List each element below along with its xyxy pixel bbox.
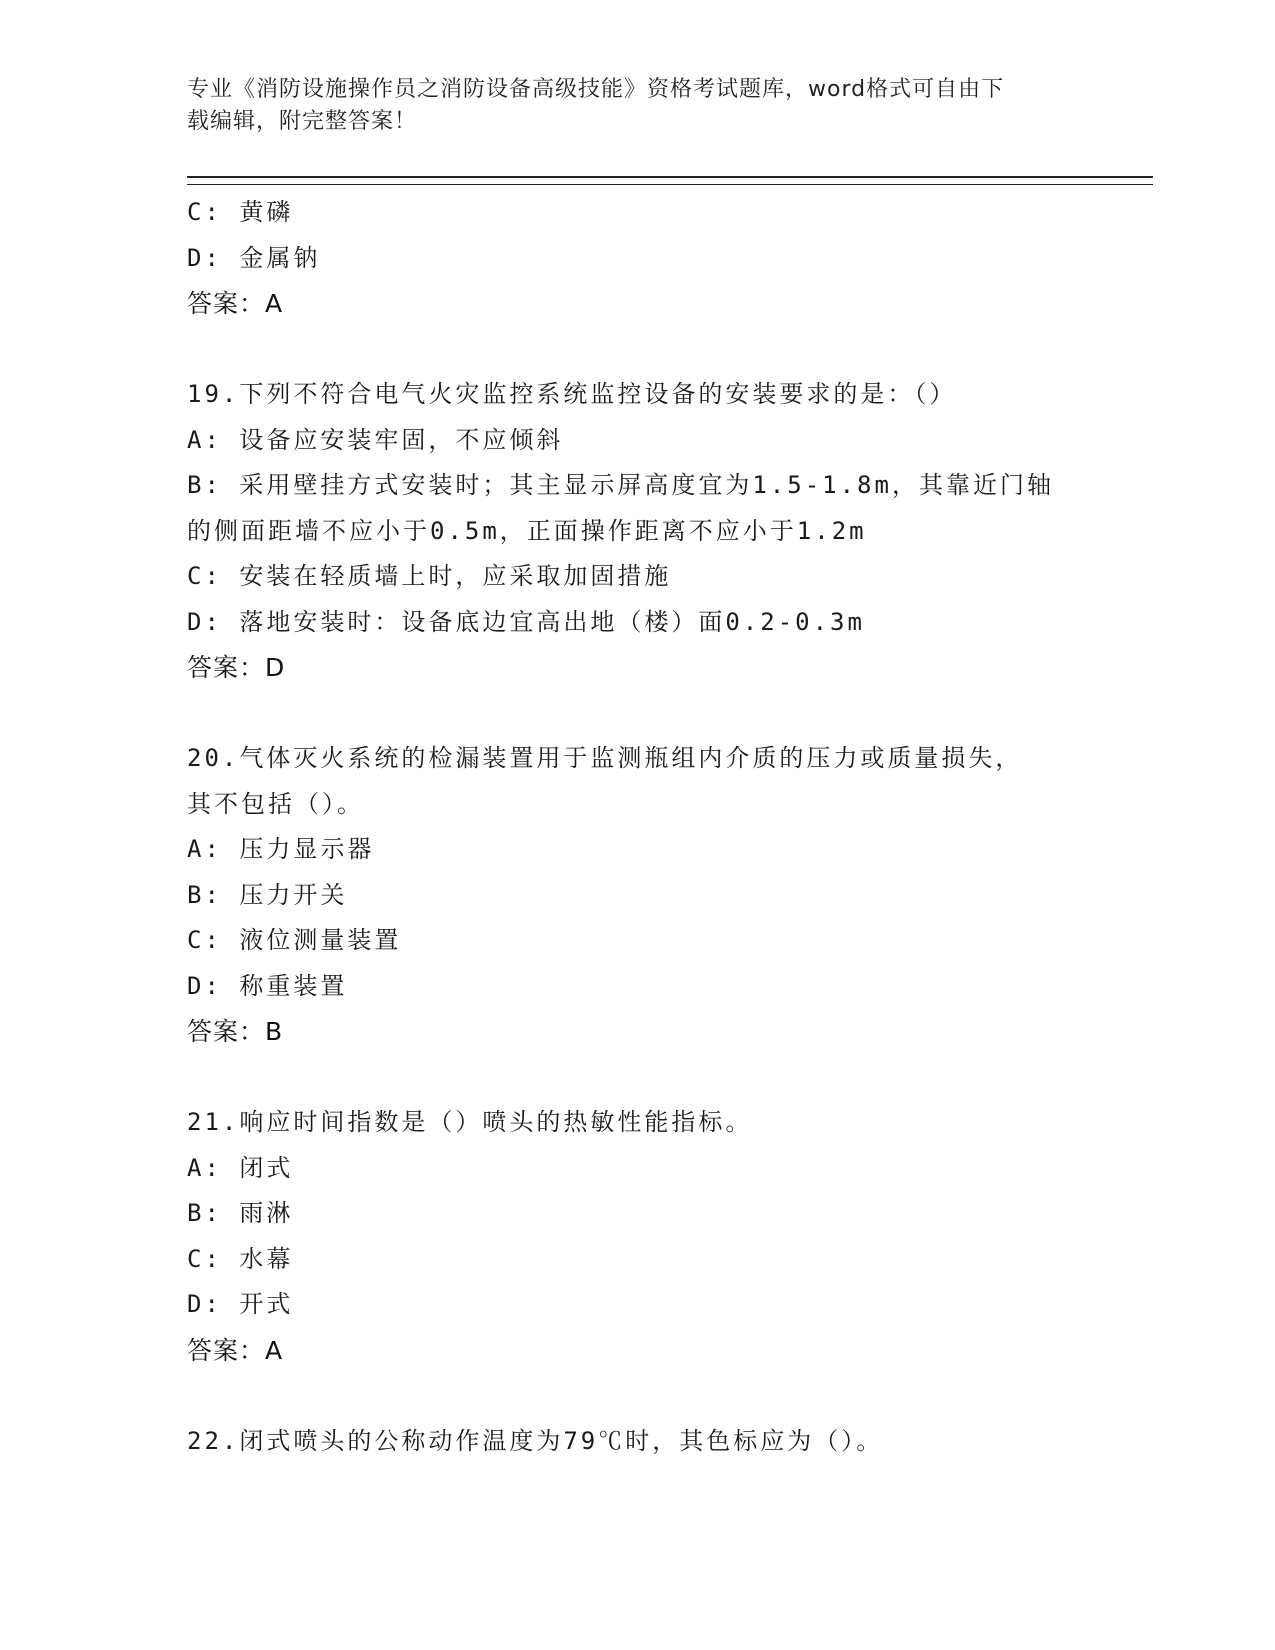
question-stem: 19.下列不符合电气火灾监控系统监控设备的安装要求的是：（） — [187, 380, 957, 408]
answer: 答案：A — [187, 1335, 284, 1365]
spacer — [187, 327, 1087, 373]
spacer — [187, 691, 1087, 737]
answer: 答案：A — [187, 289, 284, 318]
question-22 — [187, 1419, 1087, 1465]
option-a: A: 压力显示器 — [187, 835, 375, 863]
option-b: B: 采用壁挂方式安装时；其主显示屏高度宜为1.5-1.8m，其靠近门轴 — [187, 471, 1054, 499]
header-divider — [187, 176, 1153, 185]
document-body — [187, 190, 1087, 1464]
question-20 — [187, 736, 1087, 1055]
spacer — [187, 1055, 1087, 1101]
option-d: D: 金属钠 — [187, 243, 321, 272]
option-c: C: 水幕 — [187, 1244, 294, 1273]
answer: 答案：B — [187, 1017, 284, 1046]
header-line-2: 载编辑，附完整答案！ — [187, 109, 418, 134]
option-b: B: 压力开关 — [187, 880, 348, 909]
question-stem: 20.气体灭火系统的检漏装置用于监测瓶组内介质的压力或质量损失， — [187, 744, 1023, 772]
question-19 — [187, 372, 1087, 691]
page-header — [187, 74, 1067, 138]
option-d: D: 开式 — [187, 1290, 294, 1318]
option-b: B: 雨淋 — [187, 1199, 294, 1227]
question-21 — [187, 1100, 1087, 1373]
option-d: D: 称重装置 — [187, 971, 348, 1000]
answer: 答案：D — [187, 653, 286, 682]
question-18-tail — [187, 190, 1087, 327]
option-c: C: 黄磷 — [187, 198, 294, 226]
option-a: A: 设备应安装牢固，不应倾斜 — [187, 425, 564, 454]
option-d: D: 落地安装时：设备底边宜高出地（楼）面0.2-0.3m — [187, 607, 865, 636]
question-stem: 21.响应时间指数是（）喷头的热敏性能指标。 — [187, 1108, 753, 1136]
option-b-continued: 的侧面距墙不应小于0.5m，正面操作距离不应小于1.2m — [187, 516, 867, 545]
question-stem: 22.闭式喷头的公称动作温度为79℃时，其色标应为（）。 — [187, 1426, 884, 1455]
header-line-1: 专业《消防设施操作员之消防设备高级技能》资格考试题库，word格式可自由下 — [187, 77, 1005, 102]
option-c: C: 安装在轻质墙上时，应采取加固措施 — [187, 562, 672, 590]
spacer — [187, 1373, 1087, 1419]
option-c: C: 液位测量装置 — [187, 926, 402, 954]
question-stem-continued: 其不包括（）。 — [187, 789, 364, 818]
option-a: A: 闭式 — [187, 1153, 294, 1182]
